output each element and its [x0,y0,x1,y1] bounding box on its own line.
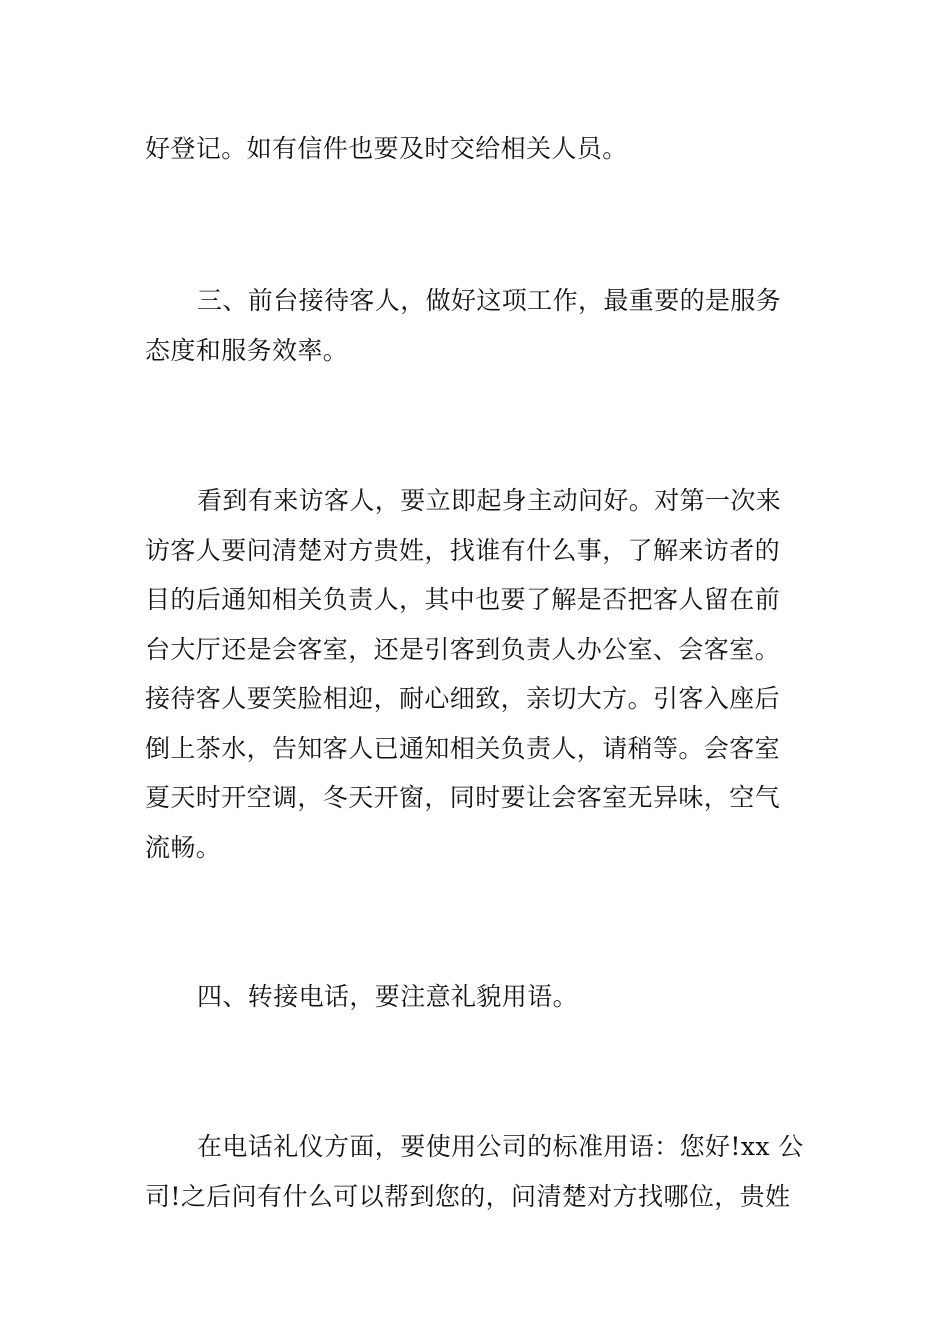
text-line: 访客人要问清楚对方贵姓，找谁有什么事，了解来访者的 [145,535,781,565]
text-line: 流畅。 [145,832,222,862]
text-line: 台大厅还是会客室，还是引客到负责人办公室、会客室。 [145,634,781,664]
text-line: 四、转接电话，要注意礼貌用语。 [197,982,579,1011]
text-line: 接待客人要笑脸相迎，耐心细致，亲切大方。引客入座后 [145,684,781,713]
paragraph-phone-etiquette [145,1122,810,1221]
text-line: 好登记。如有信件也要及时交给相关人员。 [145,134,628,163]
paragraph-section-three [145,276,810,375]
text-line: 态度和服务效率。 [145,335,349,365]
text-line: 三、前台接待客人，做好这项工作，最重要的是服务 [197,286,782,315]
text-line: 夏天时开空调，冬天开窗，同时要让会客室无异味，空气 [145,783,781,812]
text-line: 在电话礼仪方面，要使用公司的标准用语：您好!xx 公 [197,1132,804,1161]
text-line: 目的后通知相关负责人，其中也要了解是否把客人留在前 [145,585,781,614]
paragraph-section-four [145,972,810,1022]
paragraph-reception-details [145,476,810,872]
text-line: 看到有来访客人，要立即起身主动问好。对第一次来 [197,486,782,515]
paragraph-continuation [145,124,810,174]
text-line: 司!之后问有什么可以帮到您的，问清楚对方找哪位，贵姓 [145,1181,791,1211]
text-line: 倒上茶水，告知客人已通知相关负责人，请稍等。会客室 [145,733,781,763]
